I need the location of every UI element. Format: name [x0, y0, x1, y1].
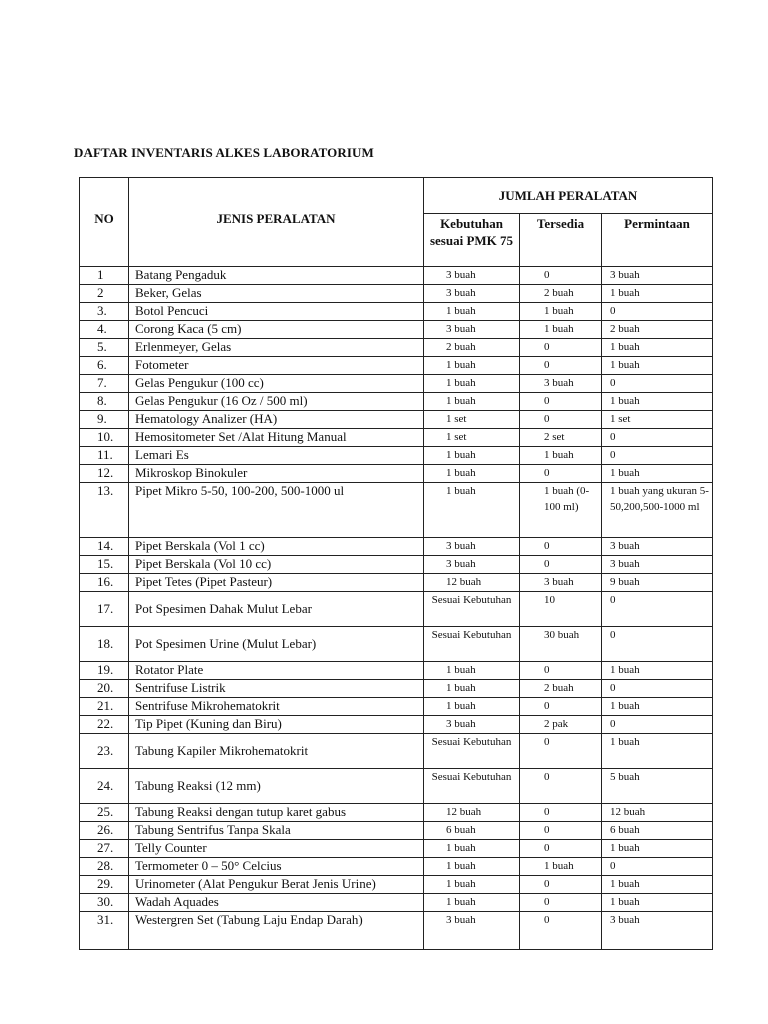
kebutuhan-value: 1 buah: [424, 375, 520, 393]
row-number: 3.: [80, 303, 129, 321]
tersedia-value: 2 set: [520, 429, 602, 447]
permintaan-value: 0: [602, 429, 713, 447]
kebutuhan-value: 3 buah: [424, 716, 520, 734]
equipment-name: Sentrifuse Mikrohematokrit: [129, 698, 424, 716]
permintaan-value: 1 buah: [602, 698, 713, 716]
table-row: [80, 769, 713, 804]
permintaan-value: 1 buah: [602, 662, 713, 680]
equipment-name: Urinometer (Alat Pengukur Berat Jenis Urine): [129, 876, 424, 894]
equipment-name: Wadah Aquades: [129, 894, 424, 912]
row-number: 5.: [80, 339, 129, 357]
row-number: 16.: [80, 574, 129, 592]
row-number: 1: [80, 267, 129, 285]
permintaan-value: 0: [602, 303, 713, 321]
equipment-name: Beker, Gelas: [129, 285, 424, 303]
equipment-name: Pot Spesimen Dahak Mulut Lebar: [129, 592, 424, 627]
permintaan-value: 1 buah yang ukuran 5-50,200,500-1000 ml: [602, 483, 713, 538]
table-row: [80, 375, 713, 393]
tersedia-value: 10: [520, 592, 602, 627]
equipment-name: Hemositometer Set /Alat Hitung Manual: [129, 429, 424, 447]
equipment-name: Tabung Sentrifus Tanpa Skala: [129, 822, 424, 840]
table-row: [80, 429, 713, 447]
equipment-name: Westergren Set (Tabung Laju Endap Darah): [129, 912, 424, 950]
kebutuhan-value: 1 buah: [424, 303, 520, 321]
header-tersedia: Tersedia: [520, 214, 602, 267]
table-row: [80, 680, 713, 698]
kebutuhan-value: Sesuai Kebutuhan: [424, 627, 520, 662]
tersedia-value: 1 buah: [520, 447, 602, 465]
permintaan-value: 12 buah: [602, 804, 713, 822]
row-number: 9.: [80, 411, 129, 429]
permintaan-value: 6 buah: [602, 822, 713, 840]
permintaan-value: 1 buah: [602, 894, 713, 912]
table-row: [80, 465, 713, 483]
permintaan-value: 3 buah: [602, 267, 713, 285]
table-row: [80, 734, 713, 769]
permintaan-value: 1 buah: [602, 734, 713, 769]
table-row: [80, 393, 713, 411]
equipment-name: Mikroskop Binokuler: [129, 465, 424, 483]
tersedia-value: 0: [520, 912, 602, 950]
table-row: [80, 804, 713, 822]
permintaan-value: 0: [602, 716, 713, 734]
kebutuhan-value: Sesuai Kebutuhan: [424, 734, 520, 769]
header-jumlah-peralatan: JUMLAH PERALATAN: [424, 178, 713, 214]
equipment-name: Tabung Kapiler Mikrohematokrit: [129, 734, 424, 769]
row-number: 6.: [80, 357, 129, 375]
row-number: 27.: [80, 840, 129, 858]
table-row: [80, 592, 713, 627]
equipment-name: Fotometer: [129, 357, 424, 375]
table-row: [80, 840, 713, 858]
kebutuhan-value: 3 buah: [424, 321, 520, 339]
equipment-name: Hematology Analizer (HA): [129, 411, 424, 429]
equipment-name: Gelas Pengukur (100 cc): [129, 375, 424, 393]
tersedia-value: 0: [520, 698, 602, 716]
row-number: 23.: [80, 734, 129, 769]
kebutuhan-value: 12 buah: [424, 574, 520, 592]
kebutuhan-value: 12 buah: [424, 804, 520, 822]
tersedia-value: 1 buah: [520, 858, 602, 876]
tersedia-value: 0: [520, 804, 602, 822]
equipment-name: Pipet Berskala (Vol 1 cc): [129, 538, 424, 556]
row-number: 28.: [80, 858, 129, 876]
table-row: [80, 321, 713, 339]
kebutuhan-value: 1 buah: [424, 447, 520, 465]
permintaan-value: 0: [602, 627, 713, 662]
kebutuhan-value: 1 set: [424, 429, 520, 447]
row-number: 26.: [80, 822, 129, 840]
kebutuhan-value: Sesuai Kebutuhan: [424, 592, 520, 627]
kebutuhan-value: 3 buah: [424, 556, 520, 574]
table-row: [80, 483, 713, 538]
equipment-name: Tabung Reaksi dengan tutup karet gabus: [129, 804, 424, 822]
equipment-name: Corong Kaca (5 cm): [129, 321, 424, 339]
kebutuhan-value: 1 buah: [424, 840, 520, 858]
equipment-name: Tabung Reaksi (12 mm): [129, 769, 424, 804]
equipment-name: Pot Spesimen Urine (Mulut Lebar): [129, 627, 424, 662]
equipment-name: Batang Pengaduk: [129, 267, 424, 285]
table-row: [80, 538, 713, 556]
table-row: [80, 339, 713, 357]
row-number: 18.: [80, 627, 129, 662]
kebutuhan-value: 1 buah: [424, 894, 520, 912]
kebutuhan-value: Sesuai Kebutuhan: [424, 769, 520, 804]
kebutuhan-value: 1 buah: [424, 858, 520, 876]
equipment-name: Tip Pipet (Kuning dan Biru): [129, 716, 424, 734]
row-number: 11.: [80, 447, 129, 465]
permintaan-value: 3 buah: [602, 556, 713, 574]
permintaan-value: 0: [602, 680, 713, 698]
header-jenis-peralatan: JENIS PERALATAN: [129, 178, 424, 267]
table-row: [80, 876, 713, 894]
row-number: 4.: [80, 321, 129, 339]
permintaan-value: 2 buah: [602, 321, 713, 339]
tersedia-value: 1 buah: [520, 321, 602, 339]
tersedia-value: 0: [520, 357, 602, 375]
row-number: 12.: [80, 465, 129, 483]
equipment-name: Rotator Plate: [129, 662, 424, 680]
table-row: [80, 267, 713, 285]
permintaan-value: 0: [602, 858, 713, 876]
equipment-name: Sentrifuse Listrik: [129, 680, 424, 698]
inventory-table: [79, 177, 713, 950]
equipment-name: Termometer 0 – 50° Celcius: [129, 858, 424, 876]
kebutuhan-value: 1 set: [424, 411, 520, 429]
row-number: 31.: [80, 912, 129, 950]
permintaan-value: 1 set: [602, 411, 713, 429]
equipment-name: Pipet Mikro 5-50, 100-200, 500-1000 ul: [129, 483, 424, 538]
permintaan-value: 3 buah: [602, 912, 713, 950]
tersedia-value: 0: [520, 894, 602, 912]
tersedia-value: 3 buah: [520, 375, 602, 393]
tersedia-value: 0: [520, 556, 602, 574]
table-row: [80, 357, 713, 375]
row-number: 19.: [80, 662, 129, 680]
tersedia-value: 2 buah: [520, 680, 602, 698]
tersedia-value: 2 buah: [520, 285, 602, 303]
table-row: [80, 894, 713, 912]
tersedia-value: 0: [520, 267, 602, 285]
tersedia-value: 0: [520, 876, 602, 894]
row-number: 8.: [80, 393, 129, 411]
row-number: 30.: [80, 894, 129, 912]
equipment-name: Erlenmeyer, Gelas: [129, 339, 424, 357]
permintaan-value: 1 buah: [602, 357, 713, 375]
equipment-name: Botol Pencuci: [129, 303, 424, 321]
equipment-name: Pipet Tetes (Pipet Pasteur): [129, 574, 424, 592]
table-row: [80, 858, 713, 876]
kebutuhan-value: 1 buah: [424, 876, 520, 894]
kebutuhan-value: 1 buah: [424, 357, 520, 375]
row-number: 29.: [80, 876, 129, 894]
tersedia-value: 0: [520, 822, 602, 840]
tersedia-value: 0: [520, 538, 602, 556]
row-number: 24.: [80, 769, 129, 804]
permintaan-value: 5 buah: [602, 769, 713, 804]
permintaan-value: 1 buah: [602, 393, 713, 411]
table-row: [80, 574, 713, 592]
document-title: DAFTAR INVENTARIS ALKES LABORATORIUM: [74, 145, 374, 160]
tersedia-value: 1 buah (0-100 ml): [520, 483, 602, 538]
kebutuhan-value: 1 buah: [424, 680, 520, 698]
table-row: [80, 447, 713, 465]
kebutuhan-value: 1 buah: [424, 465, 520, 483]
row-number: 13.: [80, 483, 129, 538]
equipment-name: Pipet Berskala (Vol 10 cc): [129, 556, 424, 574]
tersedia-value: 3 buah: [520, 574, 602, 592]
row-number: 25.: [80, 804, 129, 822]
equipment-name: Lemari Es: [129, 447, 424, 465]
kebutuhan-value: 6 buah: [424, 822, 520, 840]
table-row: [80, 303, 713, 321]
table-row: [80, 662, 713, 680]
permintaan-value: 3 buah: [602, 538, 713, 556]
kebutuhan-value: 3 buah: [424, 912, 520, 950]
row-number: 2: [80, 285, 129, 303]
table-row: [80, 716, 713, 734]
equipment-name: Gelas Pengukur (16 Oz / 500 ml): [129, 393, 424, 411]
row-number: 17.: [80, 592, 129, 627]
kebutuhan-value: 3 buah: [424, 285, 520, 303]
table-row: [80, 285, 713, 303]
row-number: 14.: [80, 538, 129, 556]
row-number: 15.: [80, 556, 129, 574]
tersedia-value: 0: [520, 840, 602, 858]
header-permintaan: Permintaan: [602, 214, 713, 267]
row-number: 7.: [80, 375, 129, 393]
permintaan-value: 1 buah: [602, 339, 713, 357]
tersedia-value: 0: [520, 769, 602, 804]
permintaan-value: 1 buah: [602, 840, 713, 858]
kebutuhan-value: 3 buah: [424, 538, 520, 556]
permintaan-value: 0: [602, 375, 713, 393]
kebutuhan-value: 1 buah: [424, 698, 520, 716]
kebutuhan-value: 2 buah: [424, 339, 520, 357]
kebutuhan-value: 3 buah: [424, 267, 520, 285]
permintaan-value: 1 buah: [602, 876, 713, 894]
header-no: NO: [80, 178, 129, 267]
table-row: [80, 556, 713, 574]
table-row: [80, 822, 713, 840]
row-number: 10.: [80, 429, 129, 447]
tersedia-value: 0: [520, 662, 602, 680]
tersedia-value: 0: [520, 411, 602, 429]
equipment-name: Telly Counter: [129, 840, 424, 858]
permintaan-value: 0: [602, 592, 713, 627]
permintaan-value: 0: [602, 447, 713, 465]
tersedia-value: 1 buah: [520, 303, 602, 321]
permintaan-value: 1 buah: [602, 285, 713, 303]
table-row: [80, 912, 713, 950]
tersedia-value: 30 buah: [520, 627, 602, 662]
tersedia-value: 0: [520, 339, 602, 357]
tersedia-value: 2 pak: [520, 716, 602, 734]
table-row: [80, 627, 713, 662]
kebutuhan-value: 1 buah: [424, 483, 520, 538]
permintaan-value: 9 buah: [602, 574, 713, 592]
row-number: 22.: [80, 716, 129, 734]
kebutuhan-value: 1 buah: [424, 662, 520, 680]
tersedia-value: 0: [520, 393, 602, 411]
table-row: [80, 411, 713, 429]
permintaan-value: 1 buah: [602, 465, 713, 483]
tersedia-value: 0: [520, 734, 602, 769]
kebutuhan-value: 1 buah: [424, 393, 520, 411]
row-number: 20.: [80, 680, 129, 698]
tersedia-value: 0: [520, 465, 602, 483]
row-number: 21.: [80, 698, 129, 716]
table-row: [80, 698, 713, 716]
header-kebutuhan: Kebutuhan sesuai PMK 75: [424, 214, 520, 267]
